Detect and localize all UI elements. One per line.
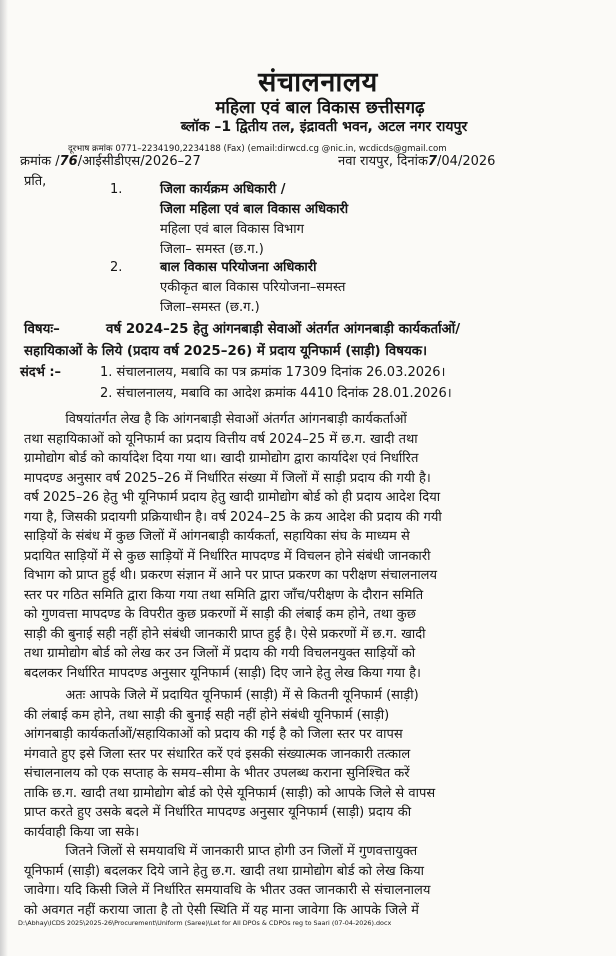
body-line: को गुणवत्ता मापदण्ड के विपरीत कुछ प्रकरणों में साड़ी की लंबाई कम होने, तथा कुछ (24, 607, 416, 622)
body-line: संचालनालय को एक सप्ताह के समय–सीमा के भीतर उपलब्ध कराना सुनिश्चित करें (24, 766, 410, 781)
recipient-number: 1. (110, 182, 123, 197)
body-line: बदलकर निर्धारित मापदण्ड अनुसार यूनिफार्म (साड़ी) दिए जाने हेतु लेख किया गया है। (24, 665, 421, 681)
body-line: साड़ी की बुनाई सही नहीं होने संबंधी जानकारी प्राप्त हुई है। ऐसे प्रकरणों में छ.ग. खादी (24, 626, 426, 642)
date-day: 7 (427, 154, 438, 169)
subject-line-2: सहायिकाओं के लिये (प्रदाय वर्ष 2025–26) में प्रदाय यूनिफार्म (साड़ी) विषयक। (24, 344, 428, 359)
body-line: विभाग को प्राप्त हुई थी। प्रकरण संज्ञान में आने पर प्राप्त प्रकरण का परीक्षण संचालनालय (24, 568, 438, 583)
body-line: साड़ियों के संबंध में कुछ जिलों में आंगनबाड़ी कार्यकर्ता, सहायिका संघ के माध्यम से (24, 529, 410, 544)
body-line: की लंबाई कम होने, तथा साड़ी की बुनाई सही नहीं होने संबंधी यूनिफार्म (साड़ी) (24, 707, 390, 723)
recipient-line: जिला कार्यक्रम अधिकारी / (160, 182, 286, 197)
recipient-line: बाल विकास परियोजना अधिकारी (160, 260, 317, 275)
date-rest: /04/2026 (437, 154, 496, 169)
body-line: ग्रामोद्योग बोर्ड को कार्यादेश दिया गया था। खादी ग्रामोद्योग द्वारा कार्यादेश एवं निर्धारित (24, 451, 419, 466)
body-line: को अवगत नहीं कराया जाता है तो ऐसी स्थिति में यह माना जावेगा कि आपके जिले में (24, 902, 419, 918)
body-line: स्तर पर गठित समिति द्वारा किया गया तथा समिति द्वारा जाँच/परीक्षण के दौरान समिति (24, 587, 424, 603)
body-line: प्राप्त करते हुए उसके बदले में निर्धारित मापदण्ड अनुसार यूनिफार्म (साड़ी) प्रदाय की (24, 805, 412, 820)
references-label: संदर्भ :– (20, 365, 62, 380)
recipient-lines (160, 180, 348, 260)
place-date (338, 151, 495, 169)
ref-suffix: /आईसीडीएस/2026–27 (77, 154, 201, 169)
body-line: मापदण्ड अनुसार वर्ष 2025–26 में निर्धारित संख्या में जिलों में साड़ी प्रदाय की गयी है। (24, 470, 431, 486)
header-contact: दूरभाष क्रमांक 0771–2234190,2234188 (Fax) (email:dirwcd.cg @nic.in, wcdicds@gmail.com (68, 144, 447, 154)
recipient-line: जिला महिला एवं बाल विकास अधिकारी (160, 202, 349, 217)
header-dept: महिला एवं बाल विकास छत्तीसगढ़ (215, 98, 425, 118)
body-paragraph-2 (24, 686, 435, 842)
header-org: संचालनालय (258, 67, 378, 98)
recipient-line: जिला– समस्त (छ.ग.) (160, 242, 264, 257)
body-line: प्रदायित साड़ियों में से कुछ साड़ियों में निर्धारित मापदण्ड में विचलन होने संबंधी जानकारी (24, 548, 431, 564)
body-paragraph-3 (24, 842, 430, 920)
body-line: तथा सहायिकाओं को यूनिफार्म का प्रदाय वित्तीय वर्ष 2024–25 में छ.ग. खादी तथा (24, 431, 418, 447)
body-line: मंगवाते हुए इसे जिला स्तर पर संधारित करें एवं इसकी संख्यात्मक जानकारी तत्काल (24, 746, 411, 762)
body-line: जितने जिलों से समयावधि में जानकारी प्राप्त होगी उन जिलों में गुणवत्तायुक्त (24, 844, 418, 859)
recipient-number: 2. (110, 260, 123, 275)
ref-prefix: क्रमांक / (20, 154, 60, 169)
body-line: कार्यवाही किया जा सके। (24, 824, 140, 840)
recipient-lines (160, 258, 345, 318)
body-line: यूनिफार्म (साड़ी) बदलकर दिये जाने हेतु छ.ग. खादी तथा ग्रामोद्योग बोर्ड को लेख किया (24, 863, 424, 879)
page-shadow-edge (0, 0, 8, 956)
body-line: वर्ष 2025–26 हेतु भी यूनिफार्म प्रदाय हेतु खादी ग्रामोद्योग बोर्ड को ही प्रदाय आदेश दिया (24, 490, 441, 505)
body-line: तथा ग्रामोद्योग बोर्ड को लेख कर उन जिलों में प्रदाय की गयी विचलनयुक्त साड़ियों को (24, 646, 416, 661)
subject-label: विषयः– (24, 322, 60, 337)
body-line: आंगनबाड़ी कार्यकर्ताओं/सहायिकाओं को प्रदाय की गई है को जिला स्तर पर वापस (24, 727, 403, 742)
recipient-line: महिला एवं बाल विकास विभाग (160, 222, 304, 237)
recipient-line: एकीकृत बाल विकास परियोजना–समस्त (160, 280, 346, 295)
body-line: गया है, जिसकी प्रदायगी प्रक्रियाधीन है। वर्ष 2024–25 के क्रय आदेश की प्रदाय की गयी (24, 509, 442, 525)
place-date-prefix: नवा रायपुर, दिनांक (338, 154, 428, 169)
body-paragraph-1 (24, 410, 442, 683)
ref-number: 76 (59, 154, 78, 169)
body-line: विषयांतर्गत लेख है कि आंगनबाड़ी सेवाओं अंतर्गत आंगनबाड़ी कार्यकर्ताओं (24, 412, 407, 427)
subject-line-1: वर्ष 2024–25 हेतु आंगनबाड़ी सेवाओं अंतर्गत आंगनबाड़ी कार्यकर्ताओं/ (106, 322, 461, 337)
body-line: अतः आपके जिले में प्रदायित यूनिफार्म (साड़ी) में से कितनी यूनिफार्म (साड़ी) (24, 688, 419, 703)
reference-item: 2. संचालनालय, मबावि का आदेश क्रमांक 4410 दिनांक 28.01.2026। (100, 386, 452, 401)
body-line: ताकि छ.ग. खादी तथा ग्रामोद्योग बोर्ड को ऐसे यूनिफार्म (साड़ी) को आपके जिले से वापस (24, 785, 436, 801)
prati-label: प्रति, (24, 174, 47, 189)
reference-line (20, 151, 496, 169)
recipient-line: जिला–समस्त (छ.ग.) (160, 300, 260, 315)
reference-item: 1. संचालनालय, मबावि का पत्र क्रमांक 17309 दिनांक 26.03.2026। (100, 365, 446, 380)
body-line: जावेगा। यदि किसी जिले में निर्धारित समयावधि के भीतर उक्त जानकारी से संचालनालय (24, 883, 431, 898)
footer-file-path: D:\Abhay\ICDS 2025\2025-26\Procurement\Uniform (Saree)\Let for All DPOs & CDPOs reg to Saari (07-04-2026).docx (18, 919, 392, 927)
header-address: ब्लॉक –1 द्वितीय तल, इंद्रावती भवन, अटल नगर रायपुर (180, 119, 468, 135)
